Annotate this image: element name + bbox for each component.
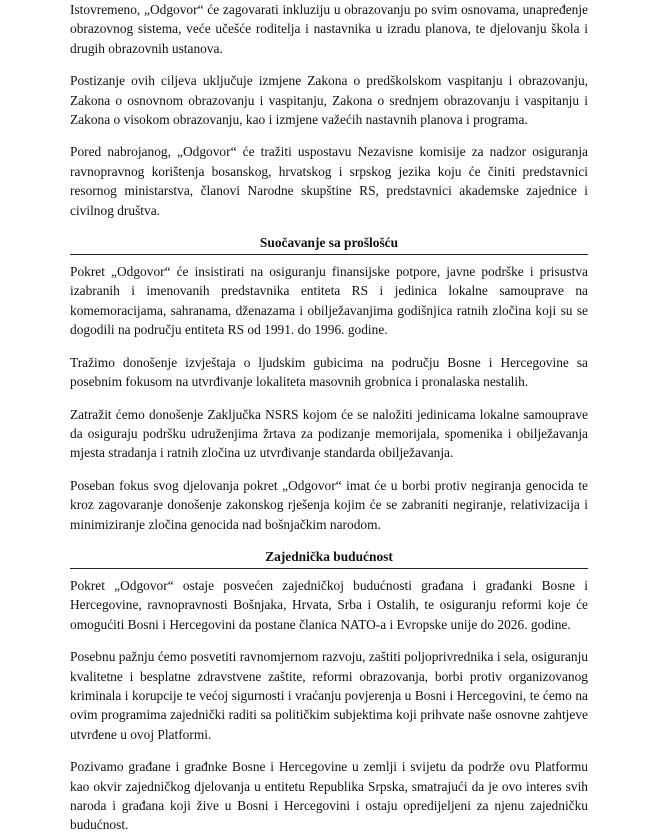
paragraph-past-3: Zatražit ćemo donošenje Zaključka NSRS kojom će se naložiti jedinicama lokalne samouprave da osiguraju podršku udruženjima žrtava za podizanje memorijala, spomenika i obilježavanja mjesta stradanja i ratnih zločina uz utvrđivanje standarda obilježavanja. [70,406,588,461]
section-heading-past: Suočavanje sa prošlošću [70,234,588,255]
paragraph-past-4: Poseban fokus svog djelovanja pokret „Odgovor“ imat će u borbi protiv negiranja genocida te kroz zagovaranje donošenje zakonskog rješenja kojim će se zabraniti negiranje, relativizacija i minimiziranje zločina genocida nad bošnjačkim narodom. [70,477,588,532]
paragraph-past-2: Tražimo donošenje izvještaja o ljudskim gubicima na području Bosne i Hercegovine sa posebnim fokusom na utvrđivanje lokaliteta masovnih grobnica i pronalaska nestalih. [70,354,588,390]
paragraph-past-1: Pokret „Odgovor“ će insistirati na osiguranju finansijske potpore, javne podrške i prisustva izabranih i imenovanih predstavnika entiteta RS i jedinica lokalne samouprave na komemoracijama, sahranama, dženazama i obilježavanjima godišnjica ratnih zločina koji su se dogodili na području entiteta RS od 1991. do 1996. godine. [70,264,588,338]
paragraph-future-2: Posebnu pažnju ćemo posvetiti ravnomjernom razvoju, zaštiti poljoprivrednika i sela, osiguranju kvalitetne i besplatne zdravstvene zaštite, reformi obrazovanja, borbi protiv organizovanog kriminala i korupcije te većoj sigurnosti i vraćanju povjerenja u Bosni i Hercegovini, te ćemo na ovim programima zajednički raditi sa političkim subjektima koji prihvate naše osnovne zahtjeve utvrđene u ovoj Platformi. [70,649,588,742]
section-heading-future: Zajednička budućnost [70,548,588,569]
document-page [70,0,588,835]
paragraph-intro-2: Postizanje ovih ciljeva uključuje izmjene Zakona o predškolskom vaspitanju i obrazovanju, Zakona o osnovnom obrazovanju i vaspitanju, Zakona o srednjem obrazovanju i vaspitanju i Zakona o visokom obrazovanju, kao i izmjene važećih nastavnih planova i programa. [70,73,588,128]
paragraph-intro-3: Pored nabrojanog, „Odgovor“ će tražiti uspostavu Nezavisne komisije za nadzor osiguranja ravnopravnog korištenja bosanskog, hrvatskog i srpskog jezika koju će činiti predstavnici resornog ministarstva, članovi Narodne skupštine RS, predstavnici akademske zajednice i civilnog društva. [70,144,588,218]
paragraph-intro-1: Istovremeno, „Odgovor“ će zagovarati inkluziju u obrazovanju po svim osnovama, unapređenje obrazovnog sistema, veće učešće roditelja i nastavnika u izradu planova, te djelovanju škola i drugih obrazovnih ustanova. [70,2,588,56]
paragraph-future-1: Pokret „Odgovor“ ostaje posvećen zajedničkoj budućnosti građana i građanki Bosne i Hercegovine, ravnopravnosti Bošnjaka, Hrvata, Srba i Ostalih, te osiguranju reformi koje će omogućiti Bosni i Hercegovini da postane članica NATO-a i Evropske unije do 2026. godine. [70,577,588,632]
paragraph-future-3: Pozivamo građane i građnke Bosne i Hercegovine u zemlji i svijetu da podrže ovu Platformu kao okvir zajedničkog djelovanja u entitetu Republika Srpska, smatrajući da je ovo interes svih naroda i građana koji žive u Bosni i Hercegovini i ostaju opredijeljeni za njenu zajedničku budućnost. [70,759,588,833]
